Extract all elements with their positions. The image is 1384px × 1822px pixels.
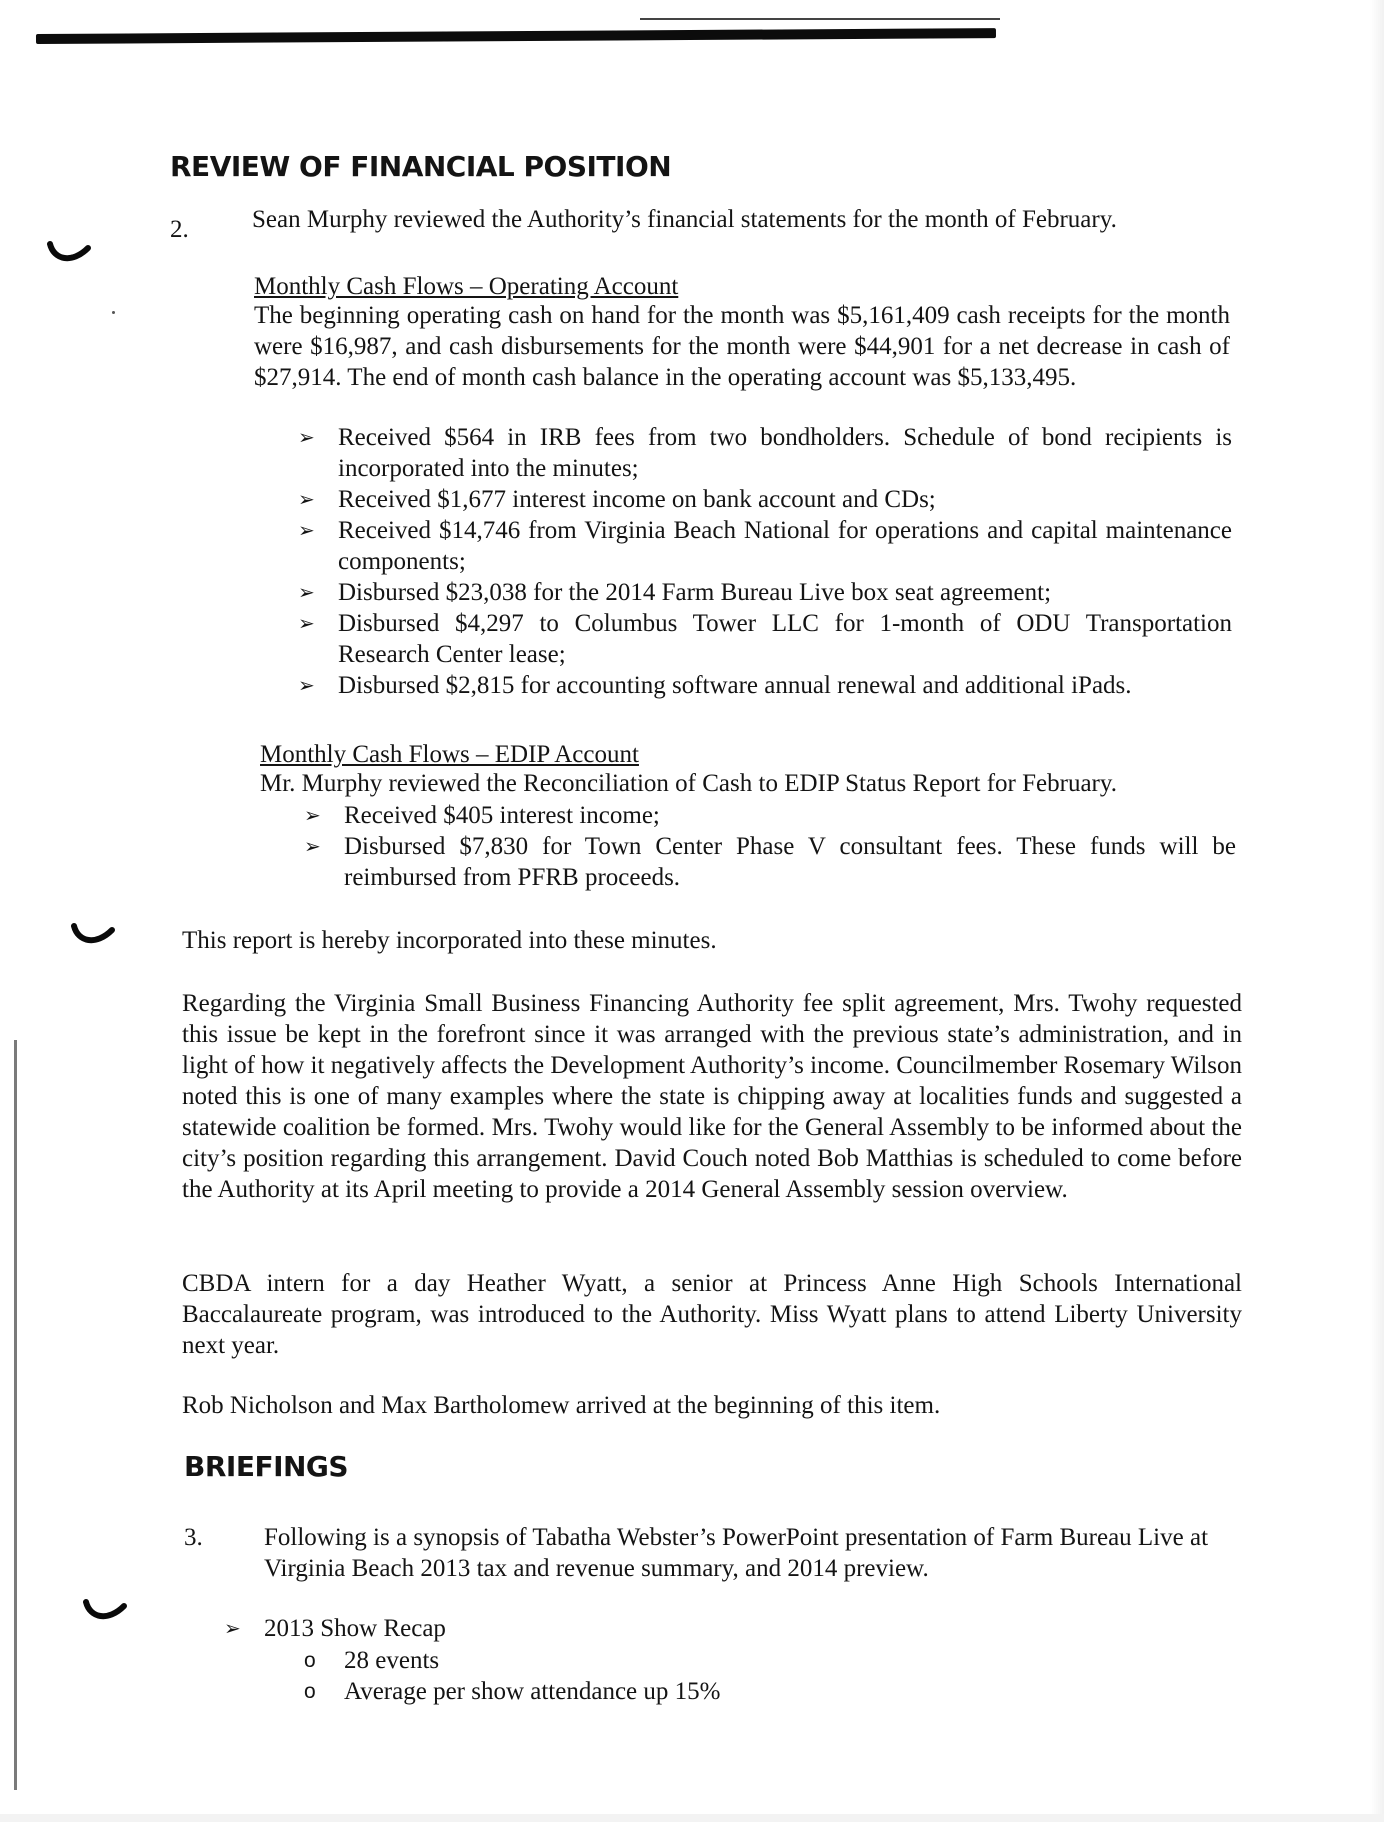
scan-edge-bottom bbox=[0, 1814, 1384, 1822]
list-item: ➢ Disbursed $23,038 for the 2014 Farm Bureau Live box seat agreement; bbox=[298, 577, 1232, 608]
list-item: ➢ Received $405 interest income; bbox=[304, 800, 1236, 831]
briefings-intro: Following is a synopsis of Tabatha Webster’s PowerPoint presentation of Farm Bureau Live at Virginia Beach 2013 tax and revenue summary, and 2014 preview. bbox=[264, 1524, 1209, 1582]
operating-bullet-list bbox=[298, 422, 1232, 701]
section-heading-review: REVIEW OF FINANCIAL POSITION bbox=[170, 150, 672, 183]
list-item: ➢ Disbursed $7,830 for Town Center Phase V consultant fees. These funds will be reimbursed from PFRB proceeds. bbox=[304, 831, 1236, 893]
list-item: ➢ Received $14,746 from Virginia Beach National for operations and capital maintenance components; bbox=[298, 515, 1232, 577]
scan-edge-left bbox=[14, 1040, 17, 1790]
list-item: ➢ Received $564 in IRB fees from two bondholders. Schedule of bond recipients is incorporated into the minutes; bbox=[298, 422, 1232, 484]
review-intro: Sean Murphy reviewed the Authority’s financial statements for the month of February. bbox=[252, 206, 1117, 233]
list-item: ➢ Disbursed $2,815 for accounting software annual renewal and additional iPads. bbox=[298, 670, 1232, 701]
check-mark-icon bbox=[46, 240, 92, 266]
edip-paragraph: Mr. Murphy reviewed the Reconciliation of Cash to EDIP Status Report for February. bbox=[260, 770, 1118, 797]
scan-edge-right bbox=[1370, 0, 1384, 1822]
section-heading-briefings: BRIEFINGS bbox=[184, 1450, 349, 1483]
operating-paragraph: The beginning operating cash on hand for the month was $5,161,409 cash receipts for the month were $16,987, and cash disbursements for the month were $44,901 for a net decrease in cash of $27,914. The end of month cash balance in the operating account was $5,133,495. bbox=[254, 302, 1230, 391]
check-mark-icon bbox=[70, 922, 116, 948]
edip-bullet-list bbox=[304, 800, 1236, 893]
top-rule-thin bbox=[640, 18, 1000, 20]
list-item: ➢ 2013 Show Recap bbox=[224, 1613, 824, 1644]
edip-subheading: Monthly Cash Flows – EDIP Account bbox=[260, 741, 639, 768]
item-number-2: 2. bbox=[170, 216, 189, 243]
operating-subheading: Monthly Cash Flows – Operating Account bbox=[254, 273, 679, 300]
list-item: ➢ Received $1,677 interest income on bank account and CDs; bbox=[298, 484, 1232, 515]
item-number-3: 3. bbox=[184, 1524, 203, 1551]
arrival-note: Rob Nicholson and Max Bartholomew arrived at the beginning of this item. bbox=[182, 1392, 941, 1419]
list-item: ➢ Disbursed $4,297 to Columbus Tower LLC for 1-month of ODU Transportation Research Center lease; bbox=[298, 608, 1232, 670]
vsbfa-paragraph: Regarding the Virginia Small Business Financing Authority fee split agreement, Mrs. Twohy requested this issue be kept in the forefront since it was arranged with the previous state’s administration, and in light of how it negatively affects the Development Authority’s income. Councilmember Rosemary Wilson noted this is one of many examples where the state is chipping away at localities funds and suggested a statewide coalition be formed. Mrs. Twohy would like for the General Assembly to be informed about the city’s position regarding this arrangement. David Couch noted Bob Matthias is scheduled to come before the Authority at its April meeting to provide a 2014 General Assembly session overview. bbox=[182, 990, 1242, 1203]
list-item: o 28 events bbox=[304, 1645, 904, 1676]
check-mark-icon bbox=[82, 1598, 128, 1624]
recap-sublist bbox=[304, 1645, 904, 1707]
top-rule bbox=[36, 28, 996, 44]
scan-speck bbox=[112, 311, 115, 314]
incorporated-note: This report is hereby incorporated into these minutes. bbox=[182, 927, 717, 954]
list-item: o Average per show attendance up 15% bbox=[304, 1676, 904, 1707]
recap-list bbox=[224, 1613, 824, 1644]
intern-paragraph: CBDA intern for a day Heather Wyatt, a senior at Princess Anne High Schools International Baccalaureate program, was introduced to the Authority. Miss Wyatt plans to attend Liberty University next year. bbox=[182, 1270, 1242, 1359]
